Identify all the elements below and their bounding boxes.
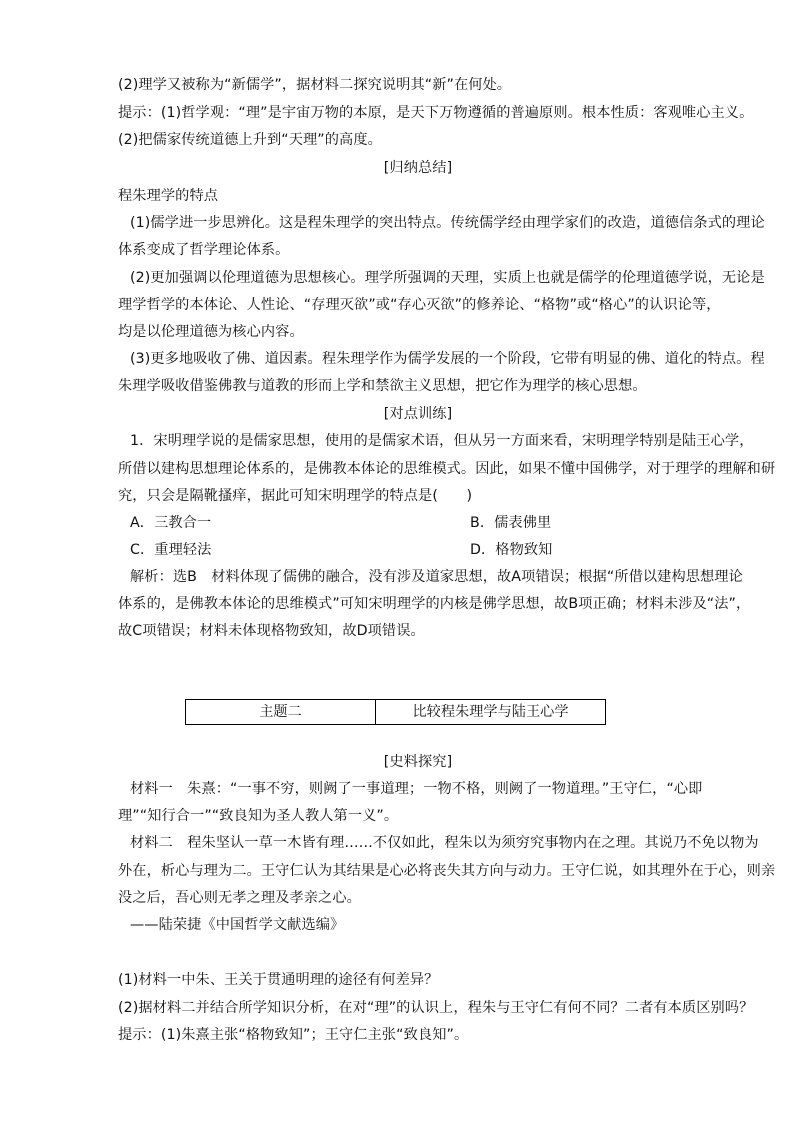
hint-2: (2)把儒家传统道德上升到“天理”的高度。 [118,132,382,148]
material-2-line3: 没之后，吾心则无孝之理及孝亲之心。 [118,890,361,906]
summary-title: 程朱理学的特点 [118,188,219,204]
material-1-line2: 理”“知行合一”“致良知为圣人教人第一义”。 [118,808,399,824]
summary-p3-line1: (3)更多地吸收了佛、道因素。程朱理学作为儒学发展的一个阶段，它带有明显的佛、道化的特点。程 [130,351,765,367]
summary-p1-line1: (1)儒学进一步思辨化。这是程朱理学的突出特点。传统儒学经由理学家们的改造，道德信条式的理论 [130,215,765,231]
summary-p2-line2: 理学哲学的本体论、人性论、“存理灭欲”或“存心灭欲”的修养论、“格物”或“格心”的认识论等， [118,297,721,313]
analysis-line1: 解析：选B 材料体现了儒佛的融合，没有涉及道家思想，故A项错误；根据“所借以建构思想理论 [130,569,743,585]
analysis-line3: 故C项错误；材料未体现格物致知，故D项错误。 [118,623,425,639]
option-c: C．重理轻法 [130,542,212,558]
option-row-1 [130,513,730,533]
summary-heading: [归纳总结] [383,160,453,176]
option-a: A．三教合一 [130,515,212,531]
material-2-line1: 材料二 程朱坚认一草一木皆有理……不仅如此，程朱以为须穷究事物内在之理。其说乃不免以物为 [130,835,759,851]
analysis-line2: 体系的，是佛教本体论的思维模式”可知宋明理学的内核是佛学思想，故B项正确；材料未涉及“法”， [118,596,751,612]
topic-label: 主题二 [186,700,376,724]
hint-1: 提示：(1)哲学观：“理”是宇宙万物的本原，是天下万物遵循的普遍原则。根本性质：客观唯心主义。 [118,105,754,121]
topic-table [185,699,606,725]
topic-title: 比较程朱理学与陆王心学 [412,704,569,720]
material-1-line1: 材料一 朱熹：“一事不穷，则阙了一事道理；一物不格，则阙了一物道理。”王守仁，“心即 [130,781,703,797]
summary-p2-line3: 均是以伦理道德为核心内容。 [118,324,304,340]
exploration-question-2: (2)据材料二并结合所学知识分析，在对“理”的认识上，程朱与王守仁有何不同？二者有本质区别吗？ [118,1000,754,1016]
training-question-line3: 究，只会是隔靴搔痒，据此可知宋明理学的特点是( ) [118,488,473,504]
training-question-line2: 所借以建构思想理论体系的，是佛教本体论的思维模式。因此，如果不懂中国佛学，对于理学的理解和研 [118,461,776,477]
option-d: D．格物致知 [470,542,553,558]
option-row-2 [130,540,730,560]
exploration-question-1: (1)材料一中朱、王关于贯通明理的途径有何差异？ [118,972,439,988]
exploration-heading: [史料探究] [383,754,453,770]
training-heading: [对点训练] [383,406,453,422]
summary-p2-line1: (2)更加强调以伦理道德为思想核心。理学所强调的天理，实质上也就是儒学的伦理道德学说，无论是 [130,270,765,286]
summary-p3-line2: 朱理学吸收借鉴佛教与道教的形而上学和禁欲主义思想，把它作为理学的核心思想。 [118,378,647,394]
question-2: (2)理学又被称为“新儒学”，据材料二探究说明其“新”在何处。 [118,77,512,93]
exploration-hint-1: 提示：(1)朱熹主张“格物致知”；王守仁主张“致良知”。 [118,1027,469,1043]
summary-p1-line2: 体系变成了哲学理论体系。 [118,242,290,258]
option-b: B．儒表佛里 [470,515,552,531]
training-question-line1: 1．宋明理学说的是儒家思想，使用的是儒家术语，但从另一方面来看，宋明理学特别是陆王心学， [130,433,754,449]
material-2-line2: 外在，析心与理为二。王守仁认为其结果是心必将丧失其方向与动力。王守仁说，如其理外在于心，则亲 [118,863,776,879]
source-citation: ——陆荣捷《中国哲学文献选编》 [130,917,345,933]
